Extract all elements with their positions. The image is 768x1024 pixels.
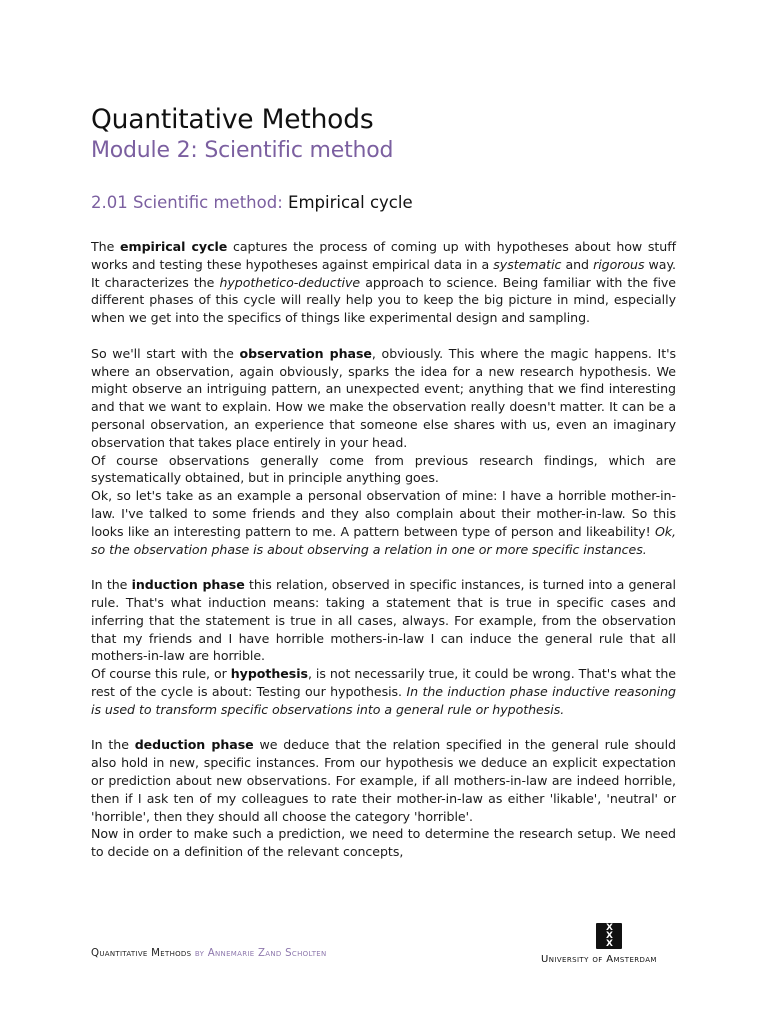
paragraph-empirical-cycle: The empirical cycle captures the process of coming up with hypotheses about how stuff works and testing these hypotheses against empirical data in a systematic and rigorous way. It characterizes the hypothetico-deductive approach to science. Being familiar with the five different phases of this cycle will really help you to keep the big picture in mind, especially when we get into the specifics of things like experimental design and sampling. xyxy=(91,239,677,326)
paragraph-hypothesis: Of course this rule, or hypothesis, is not necessarily true, it could be wrong. That's what the rest of the cycle is about: Testing our hypothesis. In the induction phase inductive reasoning is used to transform specific observations into a general rule or hypothesis. xyxy=(91,666,676,717)
term-induction-phase: induction phase xyxy=(131,577,245,593)
paragraph-induction-phase: In the induction phase this relation, observed in specific instances, is turned into a general rule. That's what induction means: taking a statement that is true in specific cases and inferring that the statement is true in all cases, always. For example, from the observation that my friends and I have horrible mothers-in-law I can induce the general rule that all mothers-in-law are horrible. xyxy=(91,577,676,664)
footer-credit xyxy=(91,948,327,959)
paragraph-observation-example: Ok, so let's take as an example a personal observation of mine: I have a horrible mother-in-law. I've talked to some friends and they also complain about their mother-in-law. So this looks like an interesting pattern to me. A pattern between type of person and likeability! Ok, so the observation phase is about observing a relation in one or more specific instances. xyxy=(91,488,676,557)
term-empirical-cycle: empirical cycle xyxy=(120,239,228,254)
university-name: University of Amsterdam xyxy=(541,954,657,965)
footer-byline: by Annemarie Zand Scholten xyxy=(191,948,327,959)
paragraph-observation-phase: So we'll start with the observation phase, obviously. This where the magic happens. It's where an observation, again obviously, sparks the idea for a new research hypothesis. We might observe an intriguing pattern, an unexpected event; anything that we find interesting and that we want to explain. How we make the observation really doesn't matter. It can be a personal observation, an experience that someone else shares with us, even an imaginary observation that takes place entirely in your head. xyxy=(91,345,677,450)
footer-book-title: Quantitative Methods xyxy=(91,948,192,959)
paragraph-observations-origin: Of course observations generally come from previous research findings, which are systematically obtained, but in principle anything goes. xyxy=(91,452,676,486)
university-logo-icon: X X X xyxy=(596,923,622,949)
term-observation-phase: observation phase xyxy=(239,345,372,361)
paragraph-deduction-phase: In the deduction phase we deduce that the relation specified in the general rule should also hold in new, specific instances. From our hypothesis we deduce an explicit expectation or prediction about new observations. For example, if all mothers-in-law are indeed horrible, then if I ask ten of my colleagues to rate their mother-in-law as either 'likable', 'neutral' or 'horrible', then they should all choose the category 'horrible'. xyxy=(91,737,676,824)
document-page xyxy=(91,0,676,1024)
section-heading xyxy=(91,193,413,212)
module-heading: Module 2: Scientific method xyxy=(91,138,394,163)
section-number: 2.01 Scientific method: xyxy=(91,193,283,212)
paragraph-research-setup: Now in order to make such a prediction, we need to determine the research setup. We need to decide on a definition of the relevant concepts, xyxy=(91,826,676,860)
body-text xyxy=(91,238,676,861)
document-title: Quantitative Methods xyxy=(91,104,374,135)
term-deduction-phase: deduction phase xyxy=(134,737,254,753)
term-hypothesis: hypothesis xyxy=(230,666,308,682)
section-name: Empirical cycle xyxy=(288,193,413,212)
